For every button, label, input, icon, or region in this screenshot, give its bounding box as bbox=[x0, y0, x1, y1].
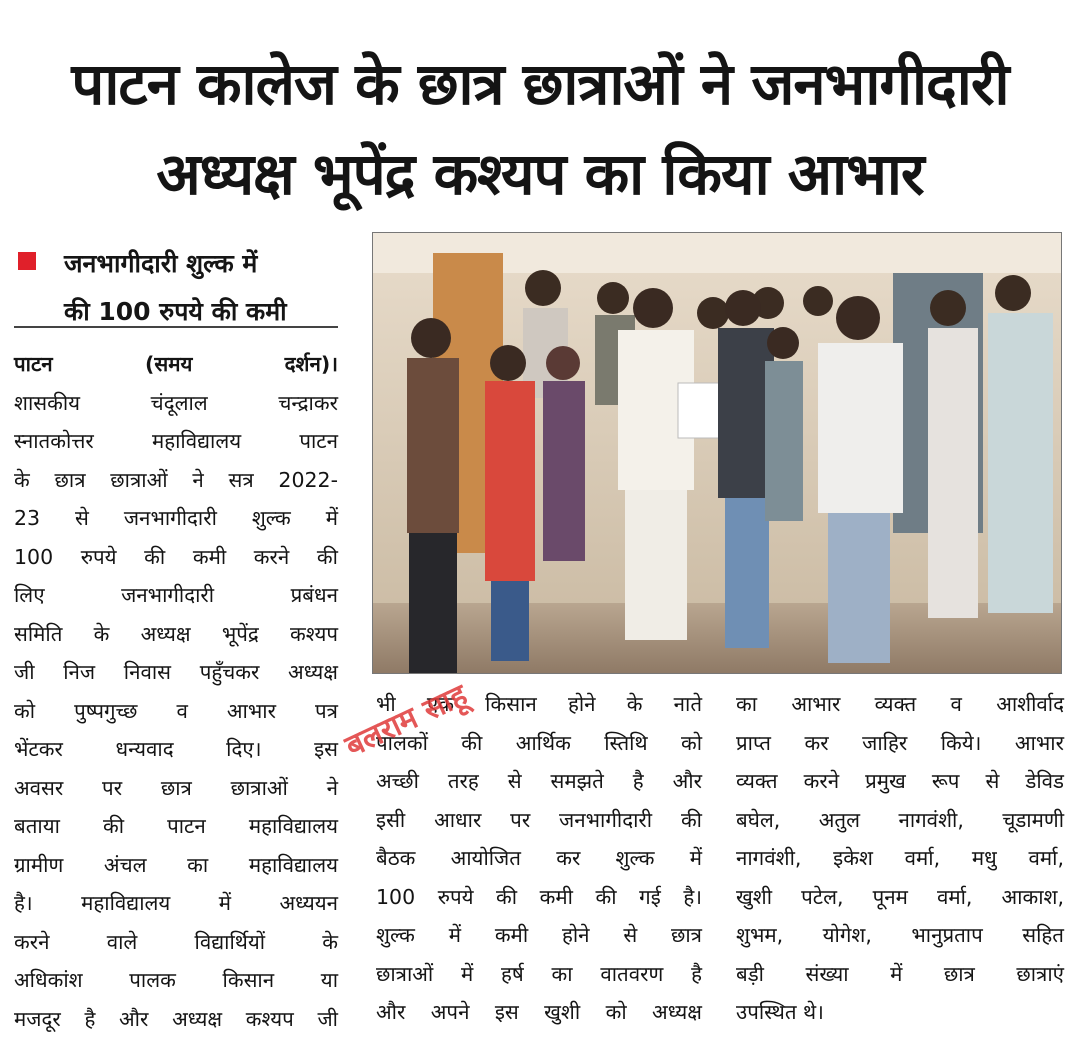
subheading-divider bbox=[14, 326, 338, 328]
article-line: बड़ी संख्या में छात्र छात्राएं bbox=[736, 961, 1064, 986]
article-line: शासकीय चंदूलाल चन्द्राकर bbox=[14, 390, 338, 415]
news-photo bbox=[372, 232, 1062, 674]
article-line: ग्रामीण अंचल का महाविद्यालय bbox=[14, 852, 338, 877]
article-line: इसी आधार पर जनभागीदारी की bbox=[376, 807, 702, 832]
article-line: व्यक्त करने प्रमुख रूप से डेविड bbox=[736, 769, 1064, 793]
article-line: अवसर पर छात्र छात्राओं ने bbox=[14, 775, 338, 800]
article-line: बताया की पाटन महाविद्यालय bbox=[14, 814, 338, 838]
article-column-3 bbox=[736, 685, 1064, 1032]
group-photo-icon bbox=[373, 233, 1061, 673]
article-line: अच्छी तरह से समझते है और bbox=[376, 769, 702, 793]
article-line: मजदूर है और अध्यक्ष कश्यप जी bbox=[14, 1006, 338, 1031]
article-line: जी निज निवास पहुँचकर अध्यक्ष bbox=[14, 660, 338, 684]
article-line: 23 से जनभागीदारी शुल्क में bbox=[14, 506, 338, 530]
headline-line-1: पाटन कालेज के छात्र छात्राओं ने जनभागीदारी bbox=[71, 50, 1009, 118]
article-line: समिति के अध्यक्ष भूपेंद्र कश्यप bbox=[14, 621, 338, 646]
article-line: स्नातकोत्तर महाविद्यालय पाटन bbox=[14, 429, 338, 453]
article-column-1 bbox=[14, 345, 338, 1038]
article-line: पालकों की आर्थिक स्तिथि को bbox=[376, 730, 702, 755]
article-line: 100 रुपये की कमी करने की bbox=[14, 544, 338, 569]
article-line: बैठक आयोजित कर शुल्क में bbox=[376, 846, 702, 870]
article-dateline: पाटन (समय दर्शन)। bbox=[14, 352, 338, 376]
article-line: 100 रुपये की कमी की गई है। bbox=[376, 884, 702, 909]
subheading-text bbox=[64, 240, 344, 336]
article-column-2 bbox=[376, 685, 702, 1032]
article-line: भी एक किसान होने के नाते bbox=[376, 692, 702, 716]
article-line: अधिकांश पालक किसान या bbox=[14, 968, 338, 992]
article-line: को पुष्पगुच्छ व आभार पत्र bbox=[14, 698, 338, 723]
bullet-square-icon bbox=[18, 252, 36, 270]
article-line: है। महाविद्यालय में अध्ययन bbox=[14, 891, 338, 915]
article-line: का आभार व्यक्त व आशीर्वाद bbox=[736, 692, 1064, 716]
article-line: करने वाले विद्यार्थियों के bbox=[14, 929, 338, 954]
article-line: लिए जनभागीदारी प्रबंधन bbox=[14, 583, 338, 607]
article-line: उपस्थित थे। bbox=[736, 1000, 824, 1024]
article-line: भेंटकर धन्यवाद दिए। इस bbox=[14, 737, 338, 761]
subheading-line-1: जनभागीदारी शुल्क में bbox=[64, 249, 258, 278]
article-line: खुशी पटेल, पूनम वर्मा, आकाश, bbox=[736, 884, 1064, 909]
article-line: छात्राओं में हर्ष का वातवरण है bbox=[376, 961, 702, 986]
article-line: शुभम, योगेश, भानुप्रताप सहित bbox=[736, 923, 1064, 947]
headline-line-2: अध्यक्ष भूपेंद्र कश्यप का किया आभार bbox=[156, 140, 924, 208]
article-line: और अपने इस खुशी को अध्यक्ष bbox=[376, 1000, 702, 1024]
subheading-line-2: की 100 रुपये की कमी bbox=[64, 297, 287, 326]
article-line: शुल्क में कमी होने से छात्र bbox=[376, 923, 702, 947]
article-line: के छात्र छात्राओं ने सत्र 2022- bbox=[14, 467, 338, 492]
reporter-stamp: बलराम साहू bbox=[340, 677, 473, 765]
article-line: प्राप्त कर जाहिर किये। आभार bbox=[736, 730, 1064, 755]
article-line: नागवंशी, इकेश वर्मा, मधु वर्मा, bbox=[736, 846, 1064, 870]
article-line: बघेल, अतुल नागवंशी, चूडामणी bbox=[736, 807, 1064, 832]
